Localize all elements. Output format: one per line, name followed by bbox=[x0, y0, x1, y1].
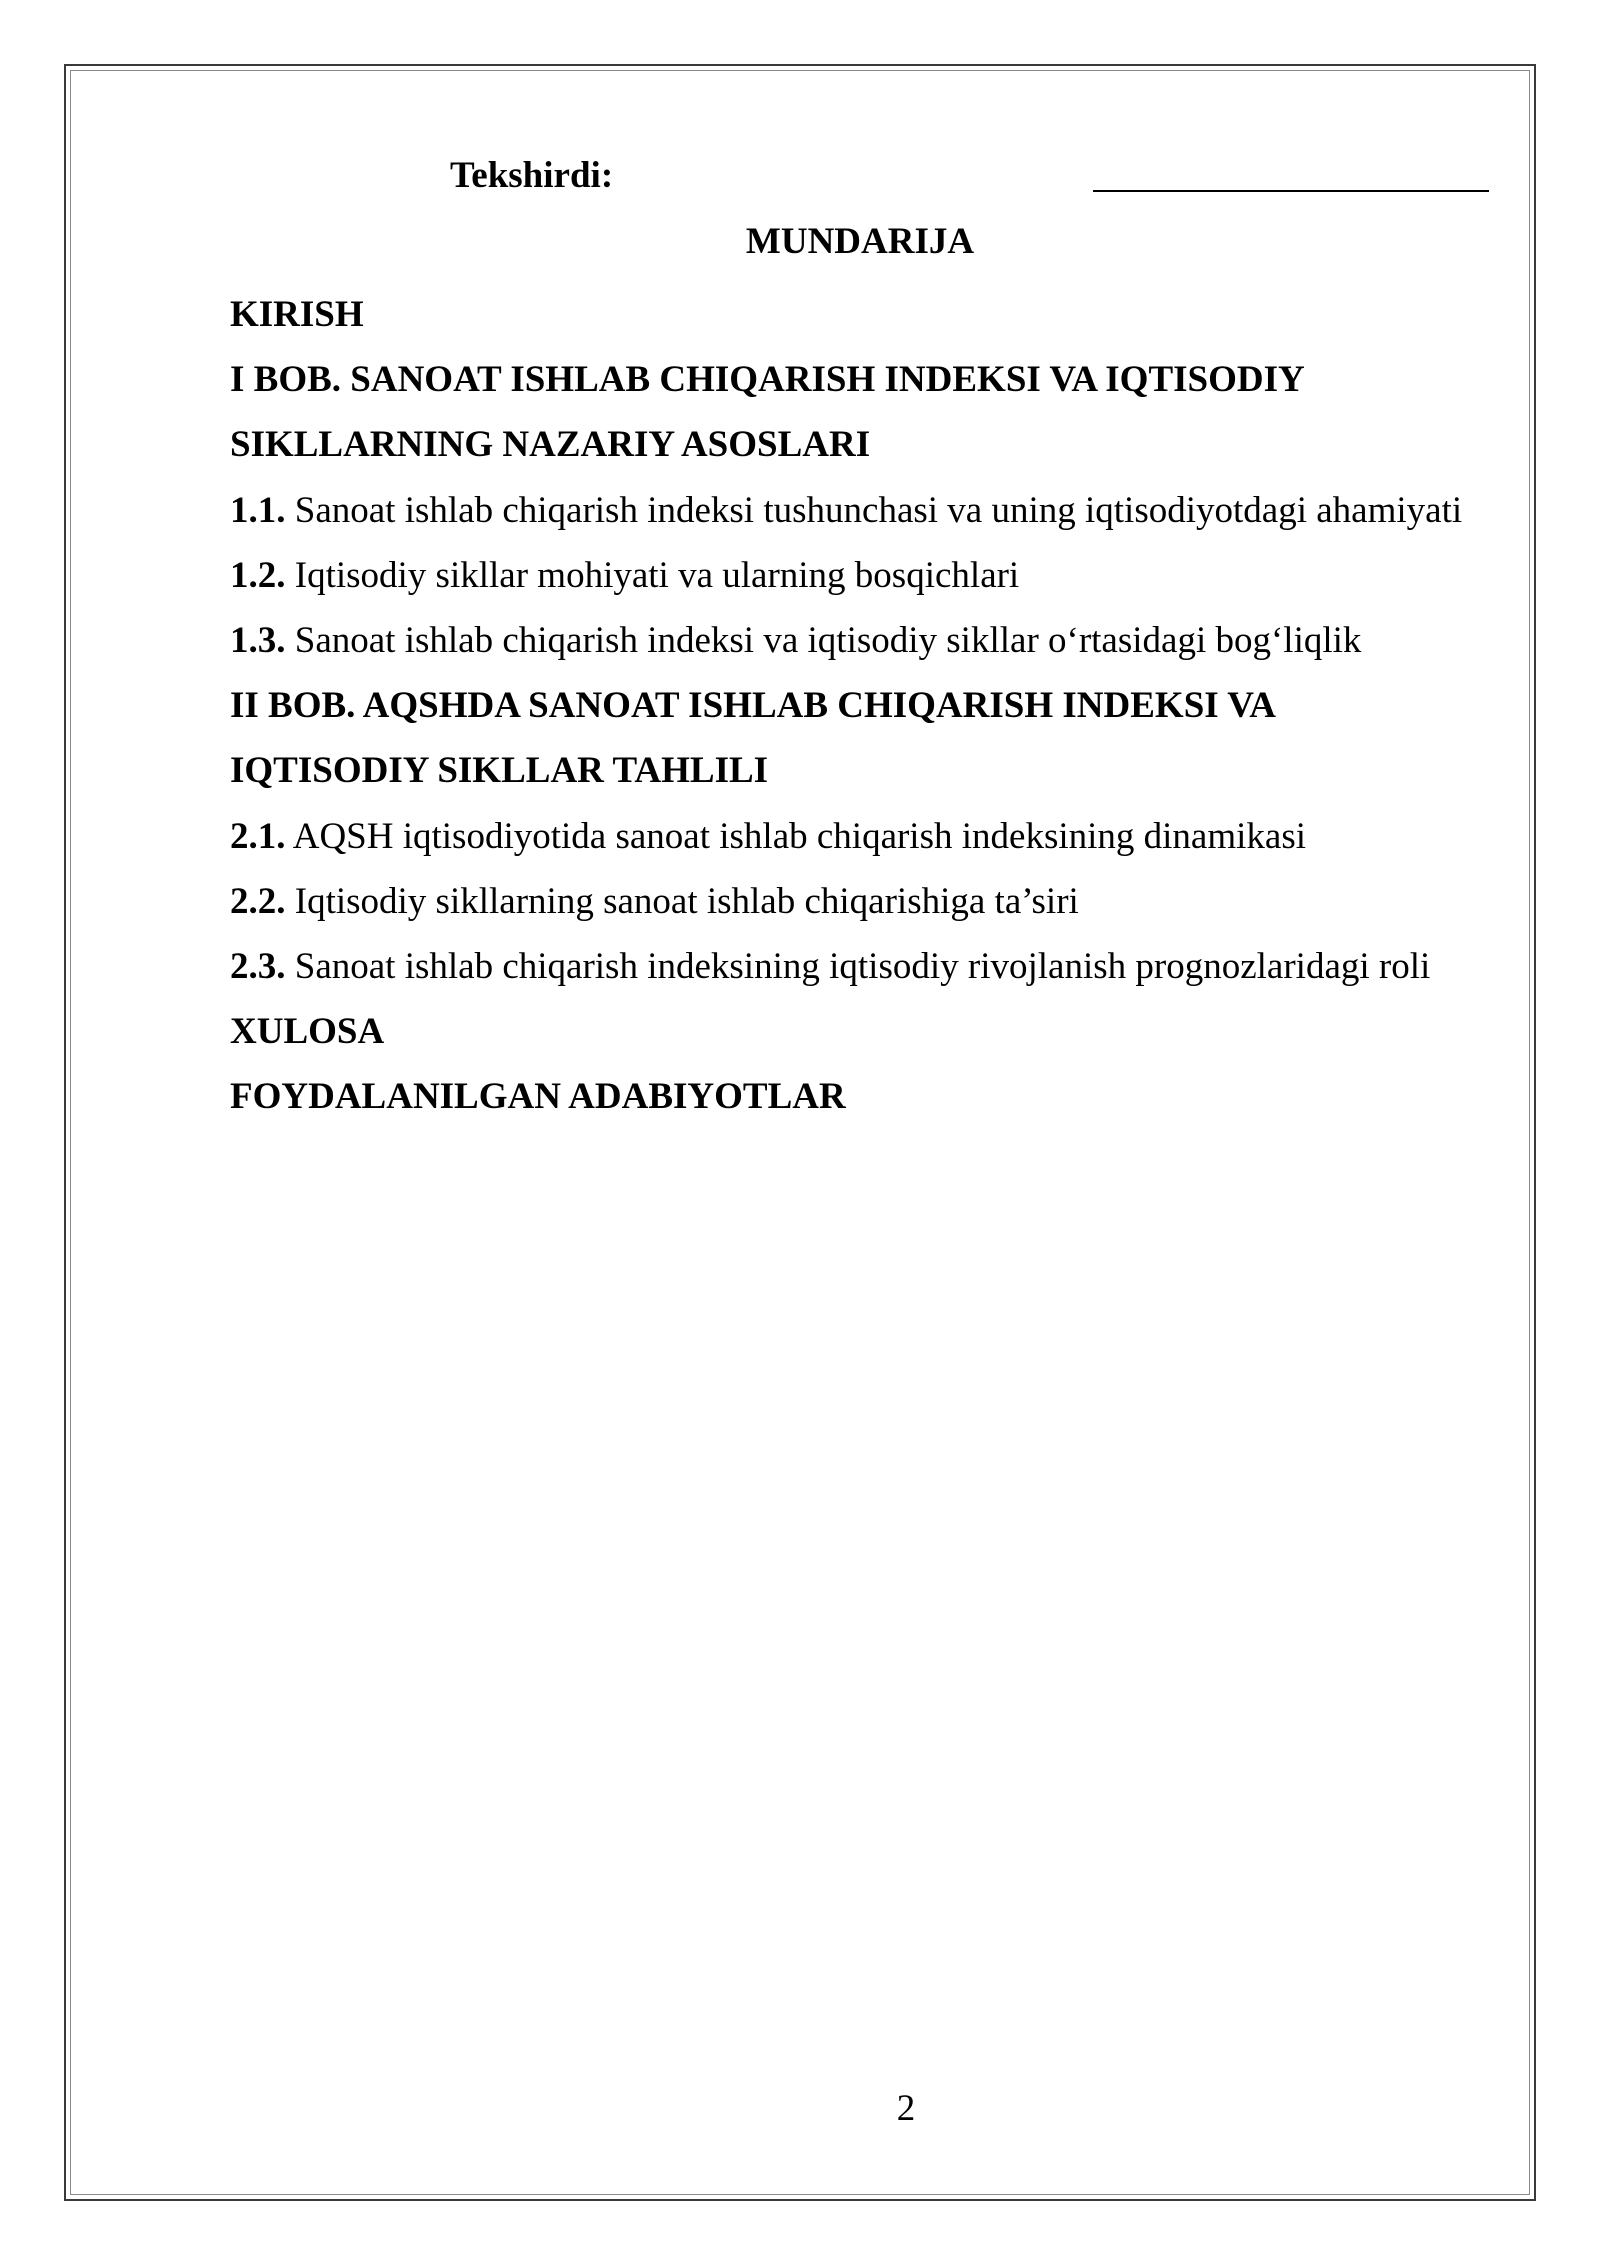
page-number: 2 bbox=[896, 2088, 916, 2129]
toc-intro: KIRISH bbox=[230, 294, 364, 335]
toc-section-number: 2.2. bbox=[230, 880, 286, 922]
toc-section-1-2 bbox=[230, 543, 1520, 608]
toc-chapter2-title-line2: IQTISODIY SIKLLAR TAHLILI bbox=[230, 750, 769, 792]
toc-section-text: Sanoat ishlab chiqarish indeksi tushunchasi va uning iqtisodiyotdagi ahamiyati bbox=[294, 489, 1463, 531]
toc-section-text: AQSH iqtisodiyotida sanoat ishlab chiqarish indeksining dinamikasi bbox=[292, 815, 1307, 857]
toc-chapter1-title-line1: I BOB. SANOAT ISHLAB CHIQARISH INDEKSI VA IQTISODIY bbox=[230, 359, 1305, 401]
toc-section-text: Iqtisodiy sikllarning sanoat ishlab chiqarishiga ta’siri bbox=[294, 880, 1079, 922]
toc-section-1-1 bbox=[230, 478, 1520, 543]
toc-section-text: Sanoat ishlab chiqarish indeksining iqtisodiy rivojlanish prognozlaridagi roli bbox=[294, 945, 1431, 987]
toc-section-number: 1.2. bbox=[230, 554, 286, 596]
toc-section-number: 2.1. bbox=[230, 815, 286, 857]
toc-section-2-2 bbox=[230, 869, 1520, 934]
toc-section-text: Iqtisodiy sikllar mohiyati va ularning bosqichlari bbox=[294, 554, 1020, 596]
toc-chapter2-title-line1: II BOB. AQSHDA SANOAT ISHLAB CHIQARISH INDEKSI VA bbox=[230, 685, 1276, 727]
toc-section-2-1 bbox=[230, 804, 1520, 869]
checked-by-label: Tekshirdi: bbox=[450, 155, 614, 196]
toc-title: MUNDARIJA bbox=[745, 221, 975, 262]
toc-section-text: Sanoat ishlab chiqarish indeksi va iqtisodiy sikllar o‘rtasidagi bog‘liqlik bbox=[294, 619, 1362, 661]
table-of-contents bbox=[230, 282, 1520, 1129]
toc-references: FOYDALANILGAN ADABIYOTLAR bbox=[230, 1076, 846, 1118]
toc-section-number: 1.1. bbox=[230, 489, 286, 531]
toc-section-1-3 bbox=[230, 608, 1520, 673]
toc-section-number: 1.3. bbox=[230, 619, 286, 661]
toc-section-2-3 bbox=[230, 934, 1520, 999]
toc-chapter1-title-line2: SIKLLARNING NAZARIY ASOSLARI bbox=[230, 424, 871, 466]
toc-section-number: 2.3. bbox=[230, 945, 286, 987]
signature-line bbox=[1093, 190, 1489, 192]
toc-conclusion: XULOSA bbox=[230, 1011, 385, 1053]
